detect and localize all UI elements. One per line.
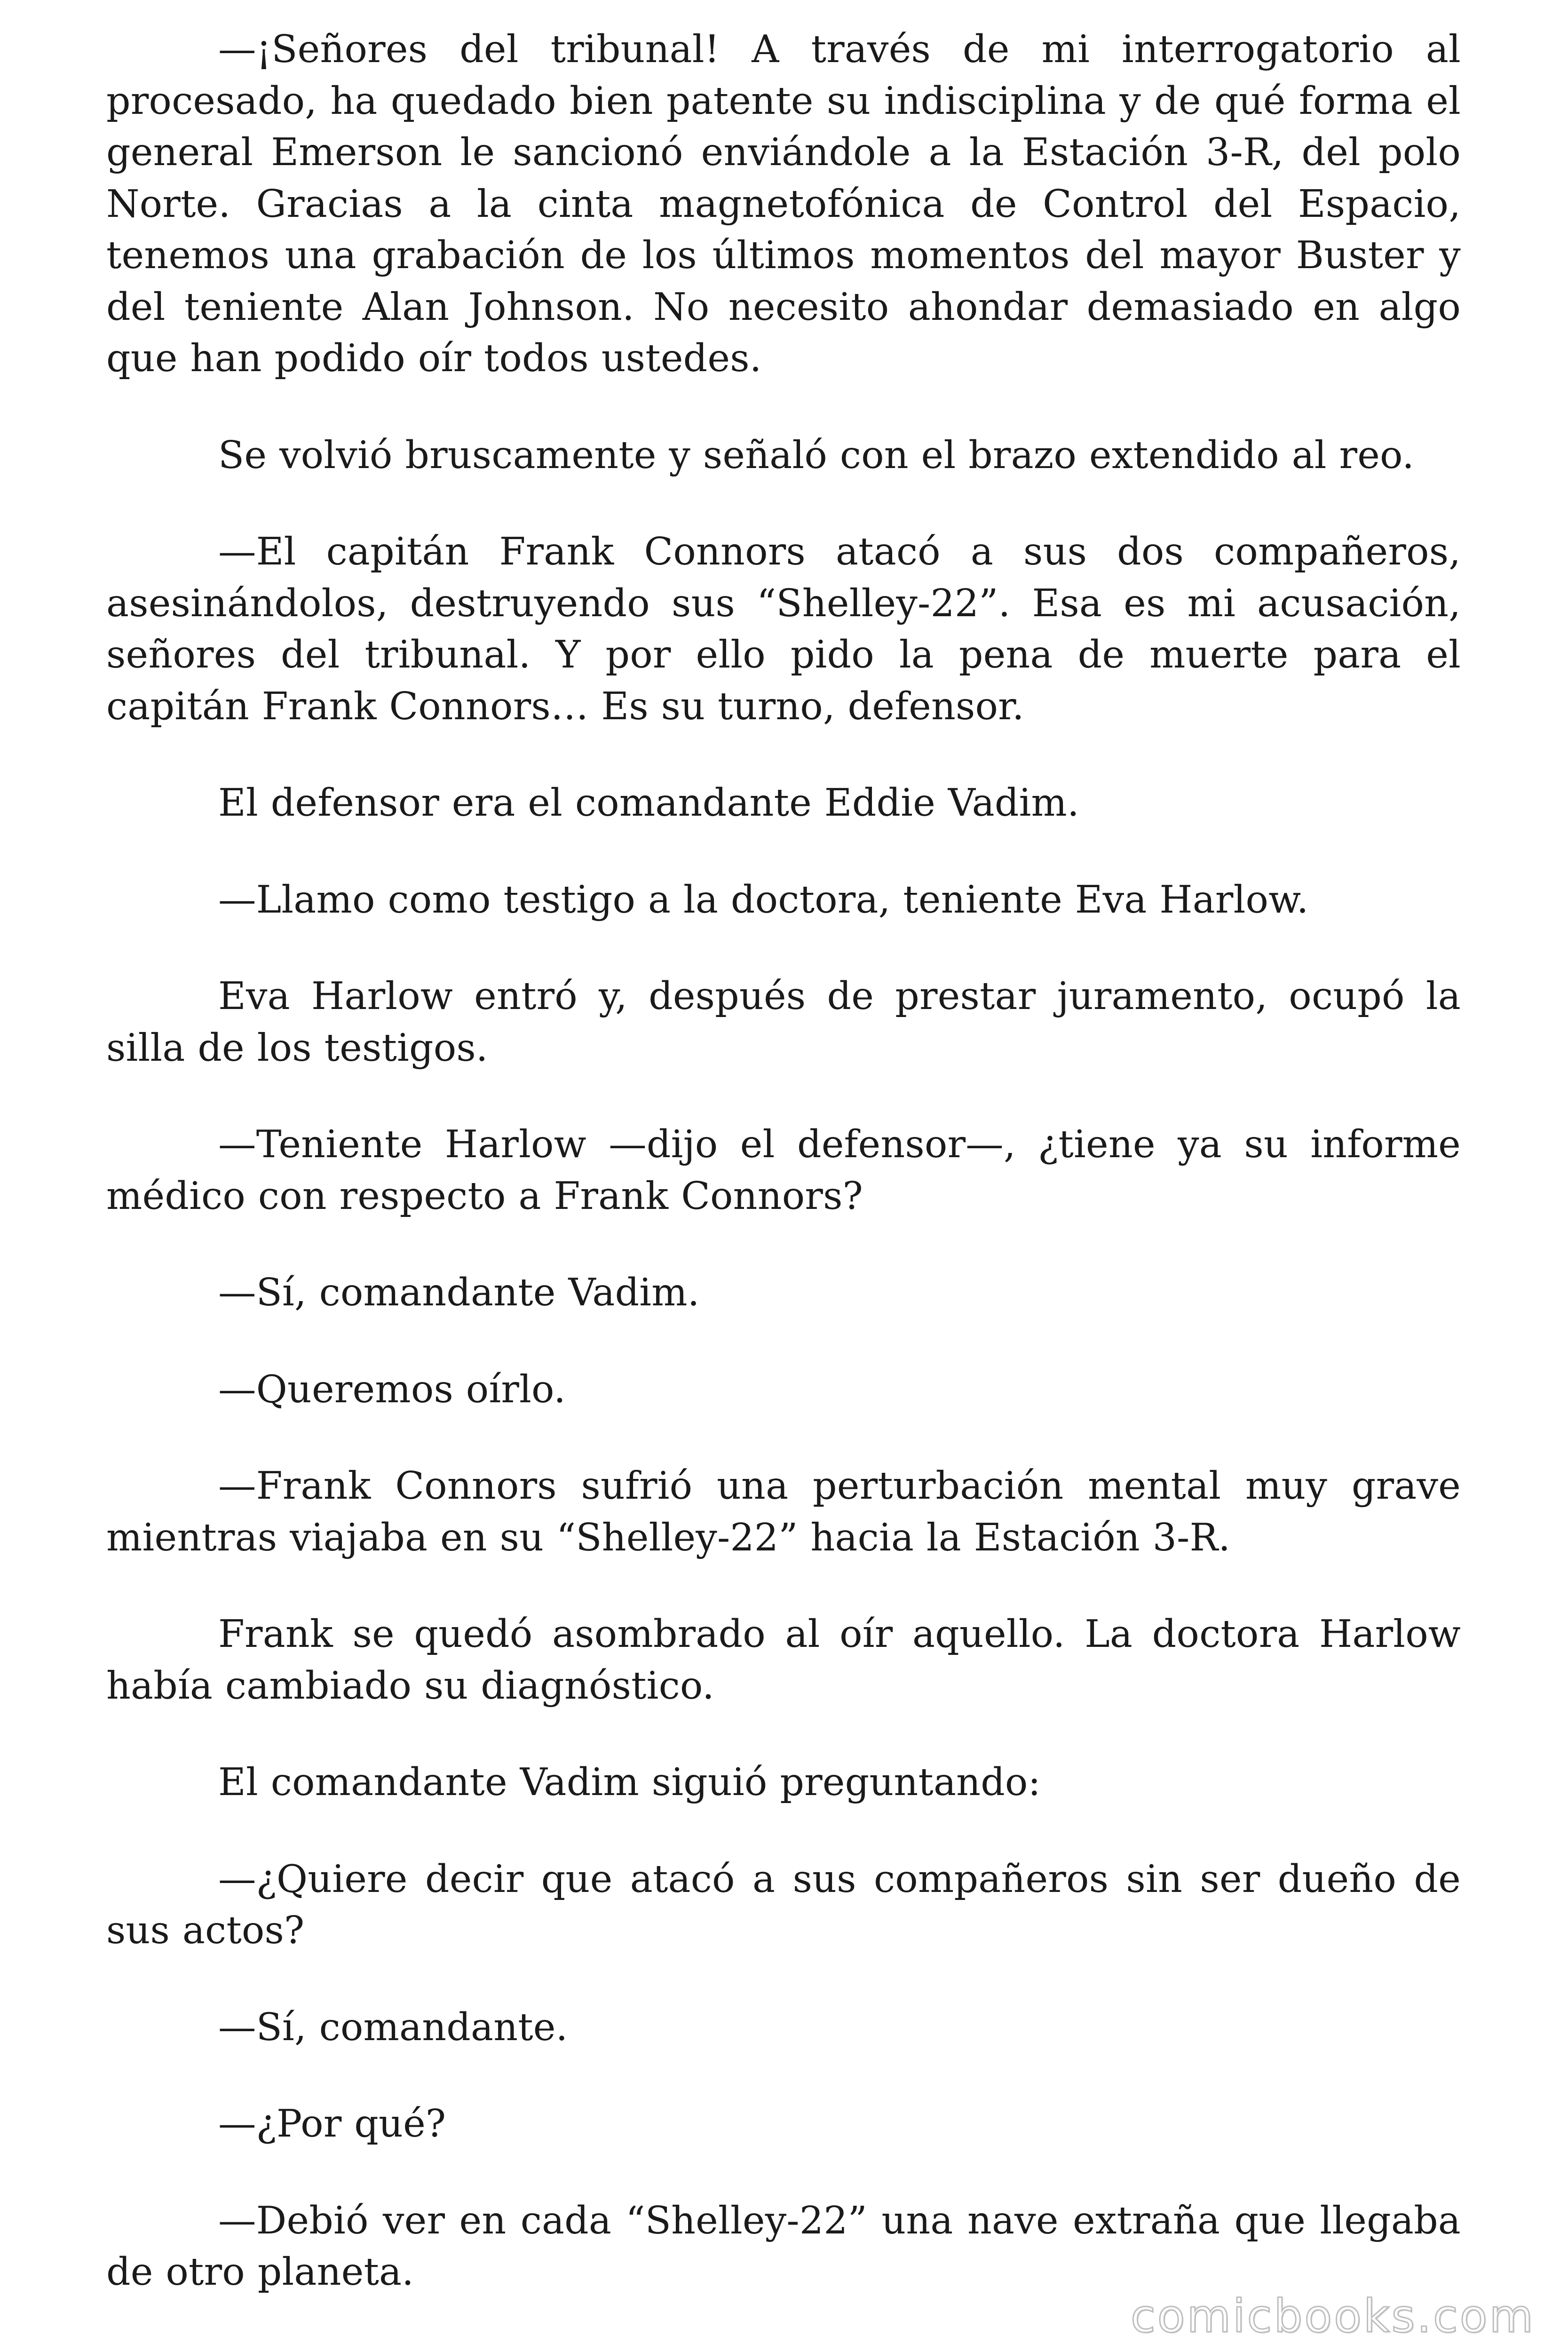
watermark-logo: comicbooks.com <box>1130 2290 1535 2343</box>
paragraph: —El capitán Frank Connors atacó a sus dos compañeros, asesinándolos, destruyendo sus “Shelley-22”. Esa es mi acusación, señores del tribunal. Y por ello pido la pena de muerte para el capitán Frank Connors… Es su turno, defensor. <box>106 529 1461 728</box>
paragraph: El comandante Vadim siguió preguntando: <box>218 1760 1041 1804</box>
paragraph: —Frank Connors sufrió una perturbación mental muy grave mientras viajaba en su “Shelley-22” hacia la Estación 3-R. <box>106 1463 1461 1559</box>
paragraph: —¡Señores del tribunal! A través de mi interrogatorio al procesado, ha quedado bien patente su indisciplina y de qué forma el general Emerson le sancionó enviándole a la Estación 3-R, del polo Norte. Gracias a la cinta magnetofónica de Control del Espacio, tenemos una grabación de los últimos momentos del mayor Buster y del teniente Alan Johnson. No necesito ahondar demasiado en algo que han podido oír todos ustedes. <box>106 27 1461 380</box>
paragraph: Eva Harlow entró y, después de prestar juramento, ocupó la silla de los testigos. <box>106 974 1461 1070</box>
paragraph: Se volvió bruscamente y señaló con el brazo extendido al reo. <box>218 432 1415 477</box>
paragraph: —¿Quiere decir que atacó a sus compañeros sin ser dueño de sus actos? <box>106 1856 1461 1952</box>
paragraph: —Teniente Harlow —dijo el defensor—, ¿tiene ya su informe médico con respecto a Frank Connors? <box>106 1122 1461 1218</box>
paragraph: —Llamo como testigo a la doctora, teniente Eva Harlow. <box>218 877 1309 922</box>
book-page <box>106 24 1461 2343</box>
paragraph: —Queremos oírlo. <box>218 1367 566 1411</box>
paragraph: —Sí, comandante Vadim. <box>218 1270 700 1314</box>
paragraph: —Debió ver en cada “Shelley-22” una nave extraña que llegaba de otro planeta. <box>106 2198 1461 2294</box>
paragraph: —¿Por qué? <box>218 2101 446 2145</box>
paragraph: —Sí, comandante. <box>218 2004 568 2049</box>
paragraph: Frank se quedó asombrado al oír aquello. La doctora Harlow había cambiado su diagnóstico. <box>106 1612 1461 1708</box>
paragraph: El defensor era el comandante Eddie Vadim. <box>218 780 1079 825</box>
